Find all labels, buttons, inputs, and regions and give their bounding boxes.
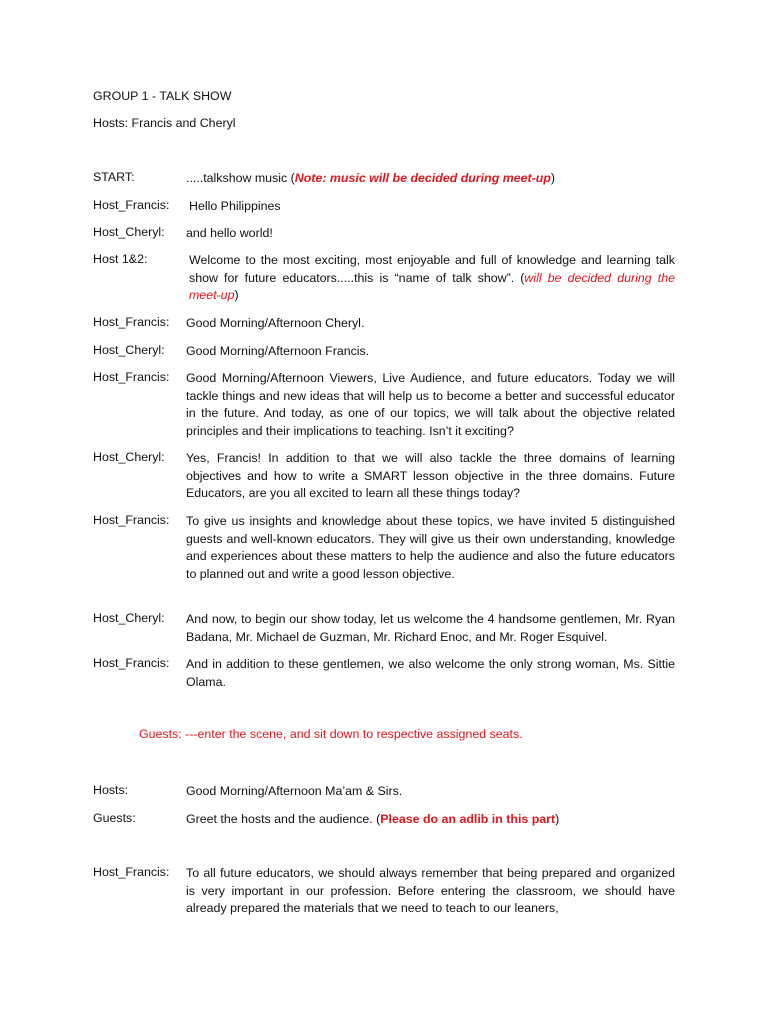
document-title: GROUP 1 - TALK SHOW bbox=[93, 89, 232, 103]
speaker-label: Host_Francis: bbox=[93, 865, 170, 879]
dialogue-text: Good Morning/Afternoon Cheryl. bbox=[186, 316, 365, 330]
speaker-label: Host_Cheryl: bbox=[93, 343, 165, 357]
dialogue-text: Yes, Francis! In addition to that we will also tackle the three domains of learning objectives and how to write a SMART lesson objective in the three domains. Future Educators, are you all excited to learn all these things today? bbox=[186, 451, 675, 501]
speaker-label: Host_Francis: bbox=[93, 370, 170, 384]
speaker-label: Hosts: bbox=[93, 783, 129, 797]
speaker-label: START: bbox=[93, 170, 135, 184]
dialogue-text: .....talkshow music (Note: music will be decided during meet-up) bbox=[186, 171, 556, 185]
dialogue-text: To all future educators, we should always remember that being prepared and organized is very important in our profession. Before entering the classroom, we should have already prepared the materials that we need to teach to our leaners, bbox=[186, 866, 675, 916]
speaker-label: Host_Francis: bbox=[93, 513, 170, 527]
dialogue-text: And now, to begin our show today, let us welcome the 4 handsome gentlemen, Mr. Ryan Badana, Mr. Michael de Guzman, Mr. Richard Enoc, and Mr. Roger Esquivel. bbox=[186, 612, 675, 644]
dialogue-text: Good Morning/Afternoon Ma’am & Sirs. bbox=[186, 784, 403, 798]
speaker-label: Host_Francis: bbox=[93, 315, 170, 329]
speaker-label: Host_Francis: bbox=[93, 656, 170, 670]
dialogue-text: To give us insights and knowledge about these topics, we have invited 5 distinguished guests and well-known educators. They will give us their own understanding, knowledge and experiences about these matters to help the audience and also the future educators to planned out and write a good lesson objective. bbox=[186, 514, 675, 581]
red-note: will be decided during the meet-up bbox=[189, 270, 675, 303]
speaker-label: Host 1&2: bbox=[93, 252, 148, 266]
dialogue-text: And in addition to these gentlemen, we also welcome the only strong woman, Ms. Sittie Olama. bbox=[186, 657, 675, 689]
hosts-line: Hosts: Francis and Cheryl bbox=[93, 116, 236, 130]
stage-direction: Guests: ---enter the scene, and sit down to respective assigned seats. bbox=[139, 727, 523, 741]
dialogue-text: Good Morning/Afternoon Viewers, Live Audience, and future educators. Today we will tackle things and new ideas that will help us to become a better and successful educator in the future. And today, as one of our topics, we will talk about the objective related principles and their implications to teaching. Isn’t it exciting? bbox=[186, 371, 675, 438]
speaker-label: Guests: bbox=[93, 811, 136, 825]
dialogue-text: Good Morning/Afternoon Francis. bbox=[186, 344, 370, 358]
dialogue-text: Hello Philippines bbox=[189, 199, 281, 213]
red-note: Please do an adlib in this part bbox=[380, 812, 556, 826]
speaker-label: Host_Francis: bbox=[93, 198, 170, 212]
dialogue-text: Greet the hosts and the audience. (Please do an adlib in this part) bbox=[186, 812, 560, 826]
speaker-label: Host_Cheryl: bbox=[93, 611, 165, 625]
speaker-label: Host_Cheryl: bbox=[93, 450, 165, 464]
red-note: Note: music will be decided during meet-up bbox=[294, 171, 551, 185]
speaker-label: Host_Cheryl: bbox=[93, 225, 165, 239]
dialogue-text: and hello world! bbox=[186, 226, 273, 240]
dialogue-text: Welcome to the most exciting, most enjoyable and full of knowledge and learning talk show for future educators.....this is “name of talk show”. (will be decided during the meet-up) bbox=[189, 253, 675, 303]
